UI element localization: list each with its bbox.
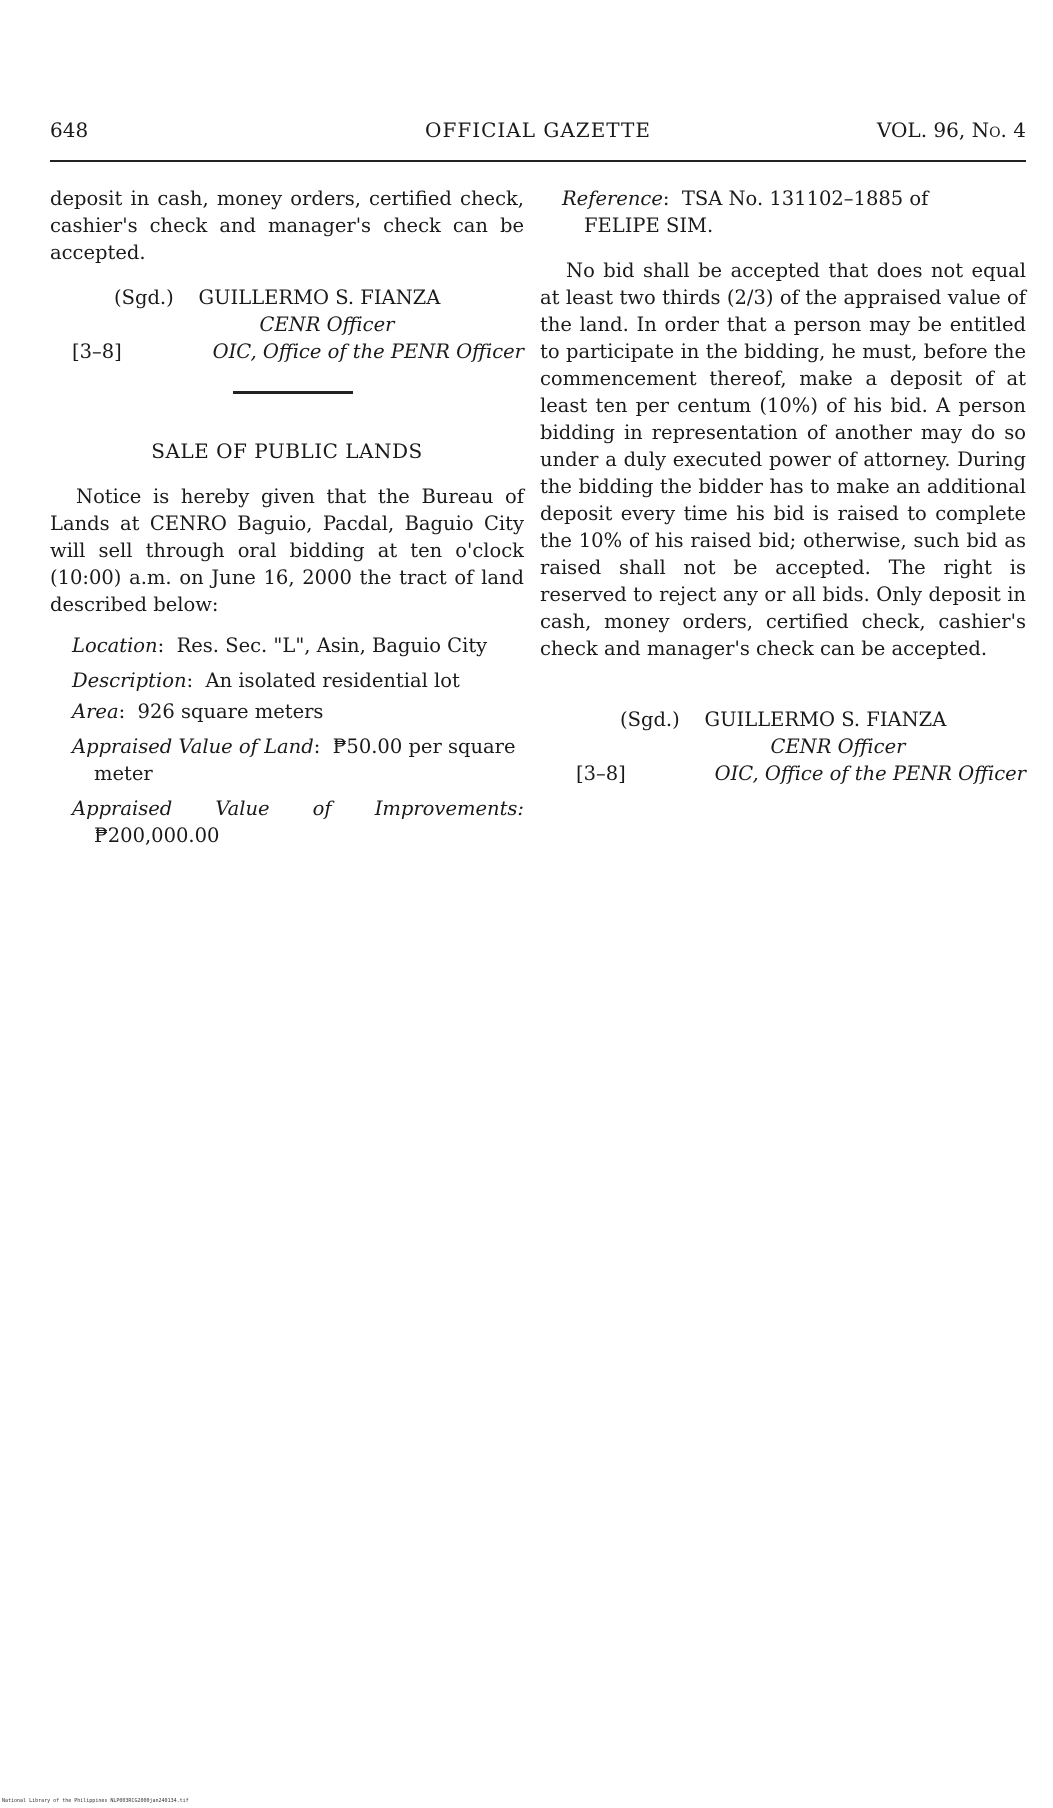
area-item: Area: 926 square meters xyxy=(72,700,324,723)
land-value-item: Appraised Value of Land: ₱50.00 per square meter xyxy=(72,735,516,785)
signatory-line xyxy=(540,706,1026,733)
improvements-label xyxy=(72,795,524,822)
signature-block-right xyxy=(540,706,1026,787)
improvements-label-word: Appraised xyxy=(72,797,173,820)
section-title: SALE OF PUBLIC LANDS xyxy=(151,439,423,463)
improvements-value: ₱200,000.00 xyxy=(94,824,220,847)
sgd-mark: (Sgd.) xyxy=(620,708,680,731)
signatory-title: CENR Officer xyxy=(259,313,395,336)
notice-paragraph: Notice is hereby given that the Bureau of Lands at CENRO Baguio, Pacdal, Baguio City will sell through oral bidding at ten o'clock (10:00) a.m. on June 16, 2000 the tract of land described below: xyxy=(50,485,524,616)
land-value-value: ₱50.00 per square meter xyxy=(94,735,516,785)
description-item: Description: An isolated residential lot xyxy=(72,669,460,692)
signatory-office-line xyxy=(50,338,524,365)
sgd-mark: (Sgd.) xyxy=(114,286,174,309)
signatory-line xyxy=(50,284,524,311)
improvements-label-word: of xyxy=(312,797,332,820)
signatory-office: OIC, Office of the PENR Officer xyxy=(212,340,524,363)
notice-code: [3–8] xyxy=(576,762,626,785)
area-value: 926 square meters xyxy=(137,700,324,723)
running-header xyxy=(50,118,1026,148)
reference-value: TSA No. 131102–1885 of xyxy=(681,187,929,210)
header-rule xyxy=(50,160,1026,162)
land-value-label: Appraised Value of Land xyxy=(72,735,314,758)
signatory-name: GUILLERMO S. FIANZA xyxy=(704,708,947,731)
volume-number: VOL. 96, No. 4 xyxy=(876,118,1026,142)
improvements-label-word: Improvements: xyxy=(374,797,524,820)
page-number: 648 xyxy=(50,118,89,142)
signatory-office: OIC, Office of the PENR Officer xyxy=(714,762,1026,785)
section-divider xyxy=(233,391,353,394)
location-label: Location xyxy=(72,634,158,657)
reference-item: Reference: TSA No. 131102–1885 of FELIPE SIM. xyxy=(540,185,1026,239)
location-value: Res. Sec. "L", Asin, Baguio City xyxy=(176,634,488,657)
left-column xyxy=(50,185,524,849)
signatory-name: GUILLERMO S. FIANZA xyxy=(198,286,441,309)
reference-name: FELIPE SIM. xyxy=(584,214,714,237)
bidding-terms-paragraph: No bid shall be accepted that does not equal at least two thirds (2/3) of the appraised value of the land. In order that a person may be entitled to participate in the bidding, he must, before the commencement thereof, make a deposit of at least ten per centum (10%) of his bid. A person bidding in representation of another may do so under a duly executed power of attorney. During the bidding the bidder has to make an additional deposit every time his bid is raised to complete the 10% of his raised bid; otherwise, such bid as raised shall not be accepted. The right is reserved to reject any or all bids. Only deposit in cash, money orders, certified check, cashier's check and manager's check can be accepted. xyxy=(540,259,1026,660)
location-item: Location: Res. Sec. "L", Asin, Baguio City xyxy=(72,634,488,657)
publication-title: OFFICIAL GAZETTE xyxy=(425,118,651,142)
reference-label: Reference xyxy=(562,187,663,210)
notice-code: [3–8] xyxy=(72,340,122,363)
signatory-office-line xyxy=(540,760,1026,787)
continued-paragraph: deposit in cash, money orders, certified check, cashier's check and manager's check can be accepted. xyxy=(50,187,524,264)
right-column xyxy=(540,185,1026,787)
description-value: An isolated residential lot xyxy=(205,669,460,692)
description-label: Description xyxy=(72,669,187,692)
scan-credit: National Library of the Philippines NLP003RCG2000jan240134.tif xyxy=(2,1798,189,1804)
signature-block-left xyxy=(50,284,524,365)
improvements-item xyxy=(50,795,524,849)
signatory-title: CENR Officer xyxy=(770,735,906,758)
area-label: Area xyxy=(72,700,119,723)
improvements-label-word: Value xyxy=(215,797,270,820)
